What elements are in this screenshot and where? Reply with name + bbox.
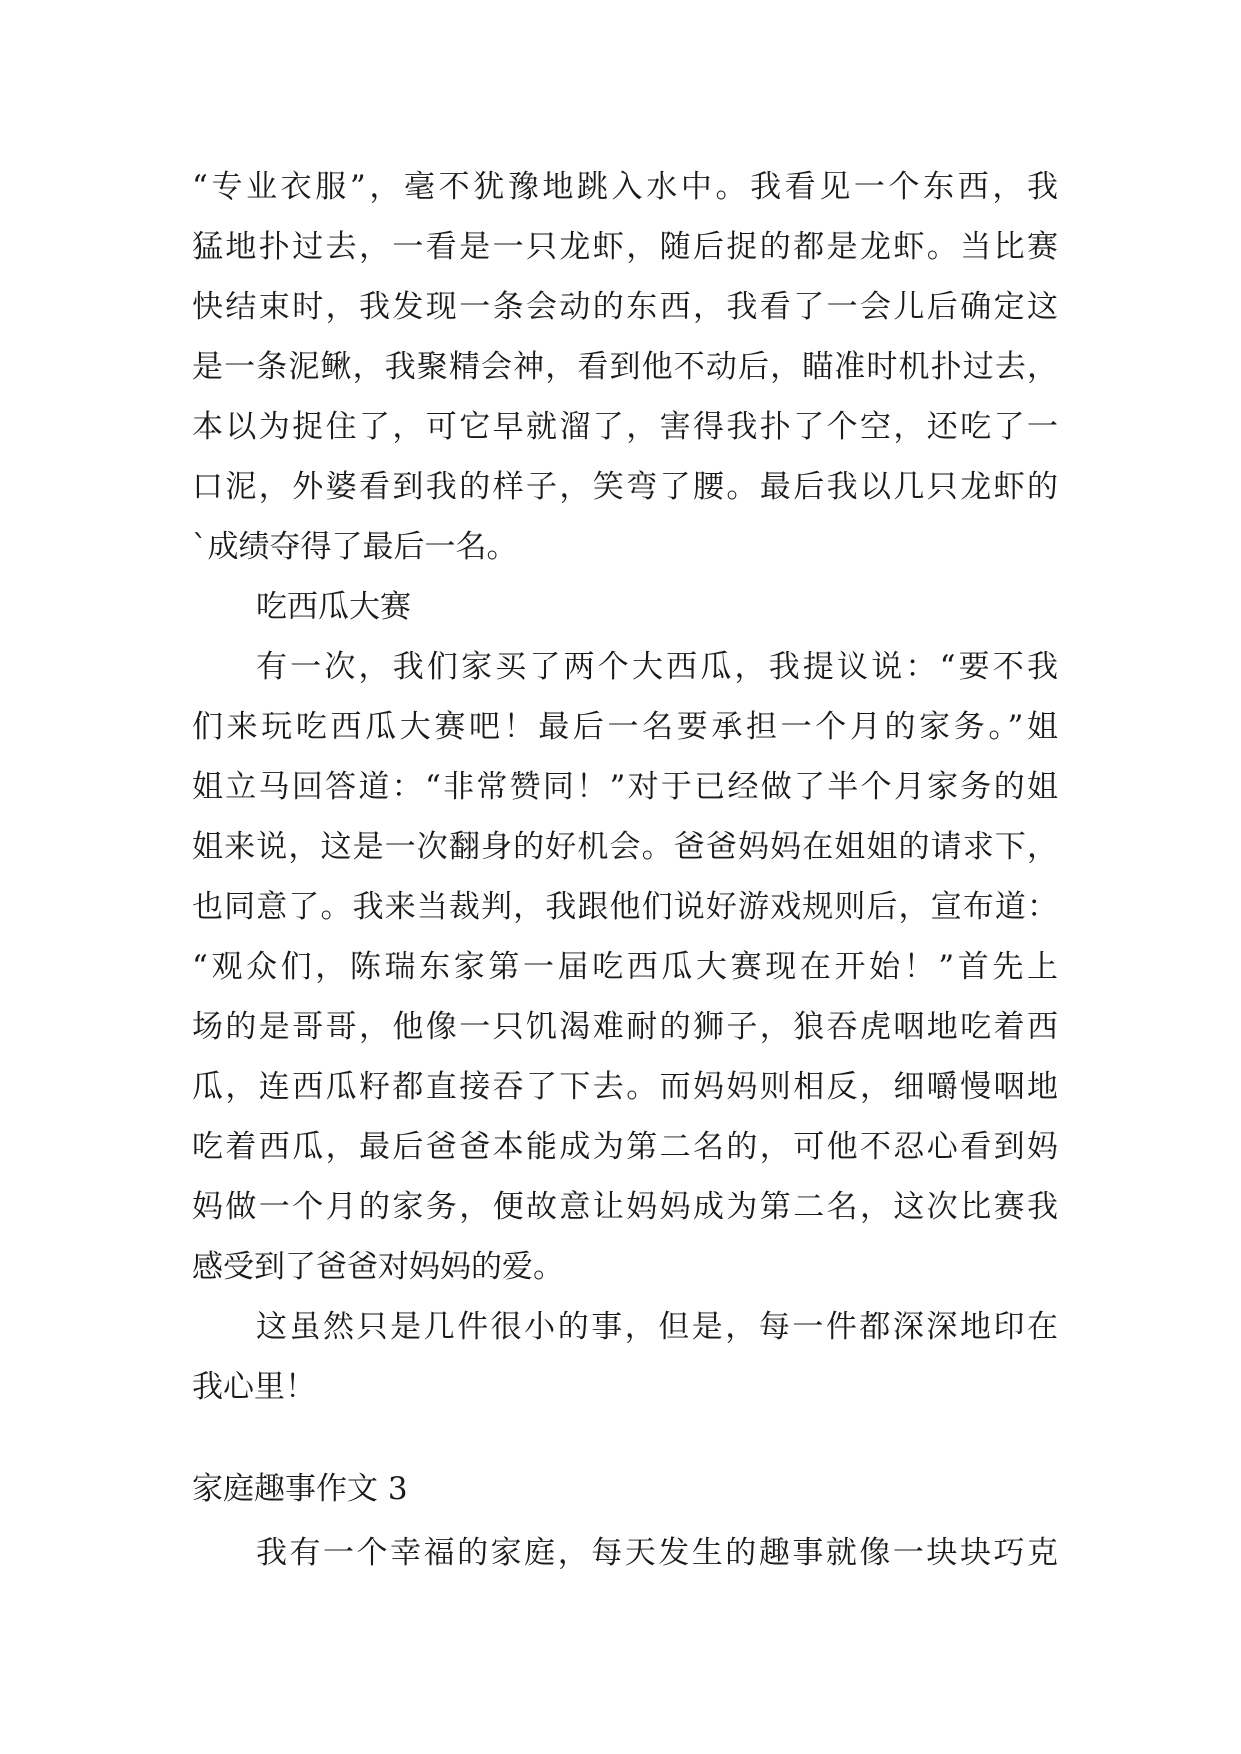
text-line: 姐立马回答道：“非常赞同！”对于已经做了半个月家务的姐: [192, 769, 1058, 805]
paragraph-watermelon: [192, 637, 1058, 1297]
text-line: 是一条泥鳅，我聚精会神，看到他不动后，瞄准时机扑过去，: [192, 349, 1058, 385]
text-line: 瓜，连西瓜籽都直接吞了下去。而妈妈则相反，细嚼慢咽地: [192, 1069, 1058, 1105]
section-title: 家庭趣事作文 3: [192, 1471, 408, 1507]
text-line: 口泥，外婆看到我的样子，笑弯了腰。最后我以几只龙虾的: [192, 469, 1058, 505]
text-line: 本以为捉住了，可它早就溜了，害得我扑了个空，还吃了一: [192, 409, 1058, 445]
text-line: “专业衣服”，毫不犹豫地跳入水中。我看见一个东西，我: [192, 169, 1058, 205]
text-line: 场的是哥哥，他像一只饥渴难耐的狮子，狼吞虎咽地吃着西: [192, 1009, 1058, 1045]
text-line: 快结束时，我发现一条会动的东西，我看了一会儿后确定这: [192, 289, 1058, 325]
text-line: 感受到了爸爸对妈妈的爱。: [192, 1249, 564, 1285]
text-line: 这虽然只是几件很小的事，但是，每一件都深深地印在: [256, 1309, 1058, 1345]
paragraph-conclusion: [192, 1297, 1058, 1417]
text-line: 我心里！: [192, 1369, 316, 1405]
text-line: 猛地扑过去，一看是一只龙虾，随后捉的都是龙虾。当比赛: [192, 229, 1058, 265]
subheading: 吃西瓜大赛: [256, 589, 411, 625]
text-line: 们来玩吃西瓜大赛吧！最后一名要承担一个月的家务。”姐: [192, 709, 1058, 745]
text-line: `成绩夺得了最后一名。: [192, 529, 518, 565]
text-line: 妈做一个月的家务，便故意让妈妈成为第二名，这次比赛我: [192, 1189, 1058, 1225]
paragraph-crawfish: [192, 157, 1058, 577]
text-line: 有一次，我们家买了两个大西瓜，我提议说：“要不我: [256, 649, 1058, 685]
text-line: 我有一个幸福的家庭，每天发生的趣事就像一块块巧克: [256, 1535, 1058, 1571]
text-line: “观众们，陈瑞东家第一届吃西瓜大赛现在开始！”首先上: [192, 949, 1058, 985]
document-page: [192, 157, 1058, 1583]
text-line: 也同意了。我来当裁判，我跟他们说好游戏规则后，宣布道：: [192, 889, 1058, 925]
text-line: 吃着西瓜，最后爸爸本能成为第二名的，可他不忍心看到妈: [192, 1129, 1058, 1165]
text-line: 姐来说，这是一次翻身的好机会。爸爸妈妈在姐姐的请求下，: [192, 829, 1058, 865]
paragraph-essay-3-intro: [192, 1523, 1058, 1583]
